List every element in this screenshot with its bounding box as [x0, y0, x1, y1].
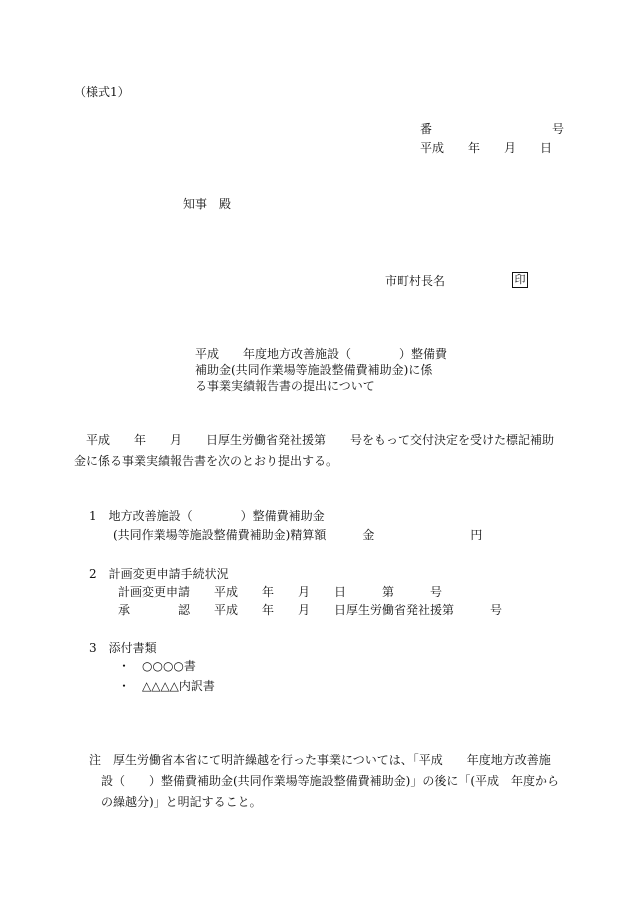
- body-line: 金に係る事業実績報告書を次のとおり提出する。: [74, 454, 339, 468]
- form-label: （様式1）: [74, 85, 130, 99]
- item-1-title: 1 地方改善施設（ ）整備費補助金: [89, 509, 325, 523]
- addressee: 知事 殿: [183, 197, 232, 211]
- document-date: 平成 年 月 日: [420, 141, 553, 155]
- sender-name: 市町村長名: [385, 274, 446, 288]
- note-line: の繰越分)」と明記すること。: [101, 795, 262, 809]
- body-line: 平成 年 月 日厚生労働省発社援第 号をもって交付決定を受けた標記補助: [74, 433, 555, 447]
- document-number: 番 号: [420, 122, 565, 136]
- subject-line: 平成 年度地方改善施設（ ）整備費: [195, 347, 448, 361]
- subject-line: る事業実績報告書の提出について: [195, 379, 375, 393]
- note-line: 設（ ）整備費補助金(共同作業場等施設整備費補助金)」の後に「(平成 年度から: [101, 774, 560, 788]
- item-2-approval: 承 認 平成 年 月 日厚生労働省発社援第 号: [118, 603, 503, 617]
- item-2-title: 2 計画変更申請手続状況: [89, 567, 229, 581]
- seal-mark: 印: [512, 272, 528, 288]
- attachment-item: ・ △△△△内訳書: [118, 679, 215, 693]
- item-1-amount: (共同作業場等施設整備費補助金)精算額 金 円: [113, 528, 483, 542]
- item-3-title: 3 添付書類: [89, 641, 157, 655]
- subject-line: 補助金(共同作業場等施設整備費補助金)に係: [195, 363, 433, 377]
- note-line: 注 厚生労働省本省にて明許繰越を行った事業については、「平成 年度地方改善施: [89, 753, 551, 767]
- attachment-item: ・ ○○○○書: [118, 659, 196, 673]
- item-2-plan-change: 計画変更申請 平成 年 月 日 第 号: [118, 585, 443, 599]
